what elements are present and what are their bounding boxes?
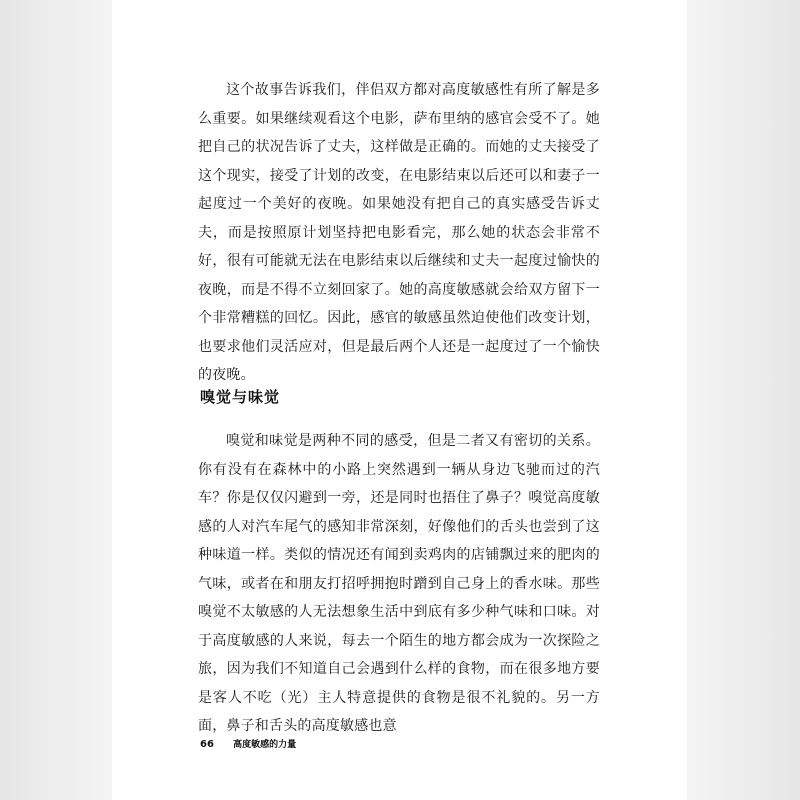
page-number: 66 [200,739,214,750]
left-margin-shade [0,0,112,800]
paragraph-2: 嗅觉和味觉是两种不同的感受，但是二者又有密切的关系。你有没有在森林中的小路上突然遇到一辆从身边飞驰而过的汽车？你是仅仅闪避到一旁，还是同时也捂住了鼻子？嗅觉高度敏感的人对汽车尾气的感知非常深刻，好像他们的舌头也尝到了这种味道一样。类似的情况还有闻到卖鸡肉的店铺飘过来的肥肉的气味，或者在和朋友打招呼拥抱时蹭到自己身上的香水味。那些嗅觉不太敏感的人无法想象生活中到底有多少种气味和口味。对于高度敏感的人来说，每去一个陌生的地方都会成为一次探险之旅，因为我们不知道自己会遇到什么样的食物，而在很多地方要是客人不吃（光）主人特意提供的食物是很不礼貌的。另一方面，鼻子和舌头的高度敏感也意 [198,433,600,734]
right-margin-shade [687,0,800,800]
paragraph-1: 这个故事告诉我们，伴侣双方都对高度敏感性有所了解是多么重要。如果继续观看这个电影，萨布里纳的感官会受不了。她把自己的状况告诉了丈夫，这样做是正确的。而她的丈夫接受了这个现实，接受了计划的改变，在电影结束以后还可以和妻子一起度过一个美好的夜晚。如果她没有把自己的真实感受告诉丈夫，而是按照原计划坚持把电影看完，那么她的状态会非常不好，很有可能就无法在电影结束以后继续和丈夫一起度过愉快的夜晚，而是不得不立刻回家了。她的高度敏感就会给双方留下一个非常糟糕的回忆。因此，感官的敏感虽然迫使他们改变计划，也要求他们灵活应对，但是最后两个人还是一起度过了一个愉快的夜晚。 [198,82,600,383]
section-heading: 嗅觉与味觉 [200,388,281,406]
book-page [112,0,687,800]
book-title: 高度敏感的力量 [233,740,297,750]
page-footer [200,737,296,750]
